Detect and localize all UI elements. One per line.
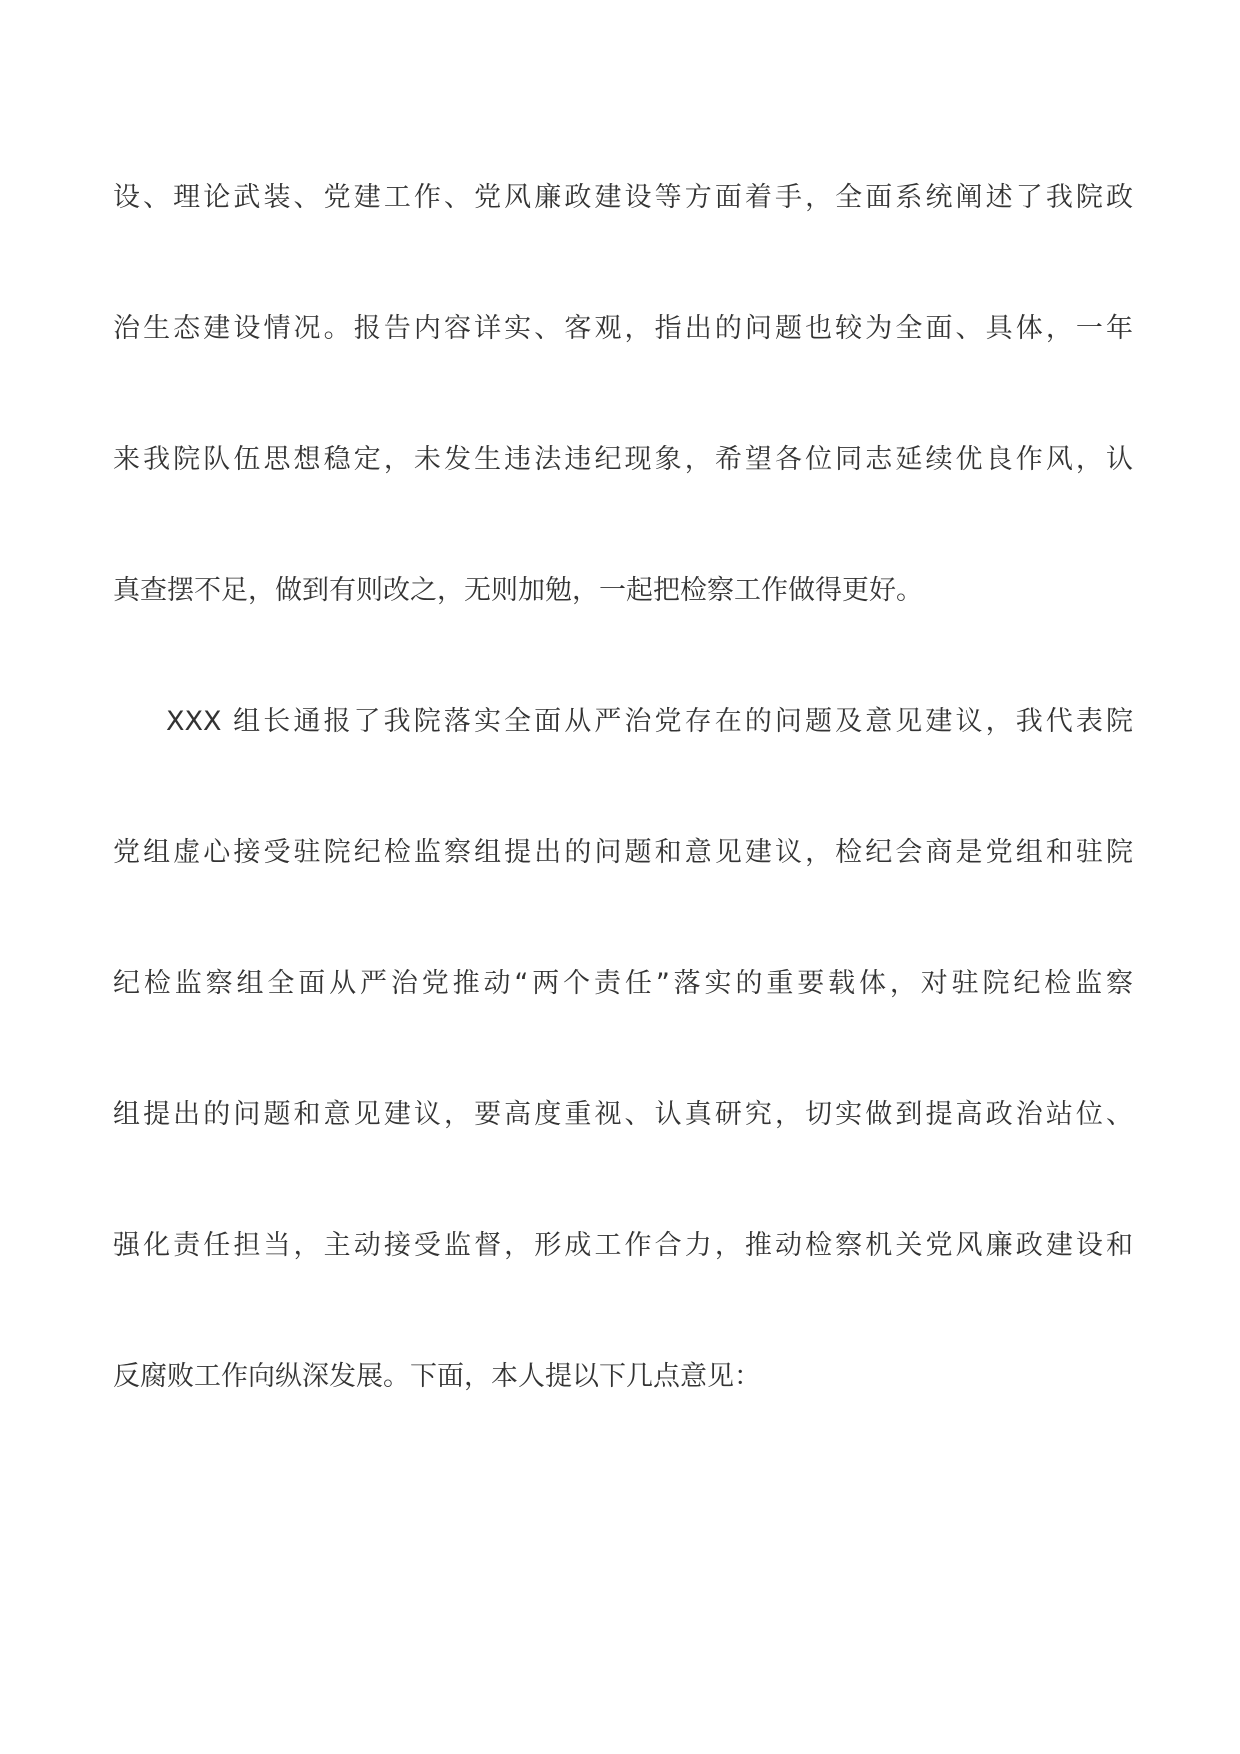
paragraph-line: 党组虚心接受驻院纪检监察组提出的问题和意见建议，检纪会商是党组和驻院 [113, 837, 1133, 868]
paragraph-line: XXX 组长通报了我院落实全面从严治党存在的问题及意见建议，我代表院 [166, 706, 1133, 737]
paragraph-line: 组提出的问题和意见建议，要高度重视、认真研究，切实做到提高政治站位、 [113, 1099, 1133, 1130]
paragraph-line: 强化责任担当，主动接受监督，形成工作合力，推动检察机关党风廉政建设和 [113, 1230, 1133, 1261]
paragraph-line: 反腐败工作向纵深发展。下面，本人提以下几点意见： [113, 1361, 761, 1392]
paragraph-line: 纪检监察组全面从严治党推动“两个责任”落实的重要载体，对驻院纪检监察 [113, 968, 1133, 999]
paragraph-line: 设、理论武装、党建工作、党风廉政建设等方面着手，全面系统阐述了我院政 [113, 182, 1133, 213]
paragraph-line: 治生态建设情况。报告内容详实、客观，指出的问题也较为全面、具体，一年 [113, 313, 1133, 344]
paragraph-line: 真查摆不足，做到有则改之，无则加勉，一起把检察工作做得更好。 [113, 575, 923, 606]
paragraph-line: 来我院队伍思想稳定，未发生违法违纪现象，希望各位同志延续优良作风，认 [113, 444, 1133, 475]
